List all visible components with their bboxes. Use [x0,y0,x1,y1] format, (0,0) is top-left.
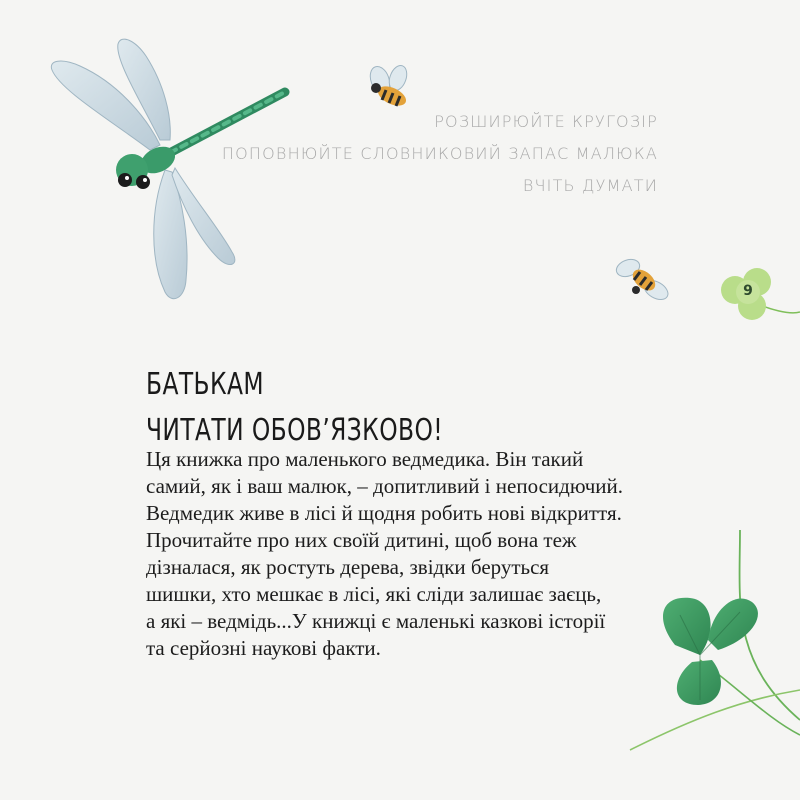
tagline-3: ВЧІТЬ ДУМАТИ [522,176,658,195]
tagline-1: РОЗШИРЮЙТЕ КРУГОЗІР [434,112,658,131]
body-paragraph [146,446,666,662]
page-number: 9 [743,283,753,299]
body-line: та серйозні наукові факти. [146,636,381,660]
heading-line-1: БАТЬКАМ [146,367,264,402]
tagline-2: ПОПОВНЮЙТЕ СЛОВНИКОВИЙ ЗАПАС МАЛЮКА [221,144,658,163]
section-heading [146,362,443,454]
bee-top-illustration [367,63,410,110]
body-line: шишки, хто мешкає в лісі, які сліди залишає заєць, [146,582,602,606]
heading-line-2: ЧИТАТИ ОБОВ’ЯЗКОВО! [146,413,444,448]
taglines [222,106,658,202]
body-line: дізналася, як ростуть дерева, звідки беруться [146,555,550,579]
body-line: Ця книжка про маленького ведмедика. Він такий [146,447,584,471]
body-line: Ведмедик живе в лісі й щодня робить нові відкриття. [146,501,622,525]
clover-page-marker [721,268,800,320]
body-line: Прочитайте про них своїй дитині, щоб вона теж [146,528,577,552]
body-line: а які – ведмідь...У книжці є маленькі казкові історії [146,609,606,633]
bee-right-illustration [614,256,671,303]
body-line: самий, як і ваш малюк, – допитливий і непосидючий. [146,474,624,498]
